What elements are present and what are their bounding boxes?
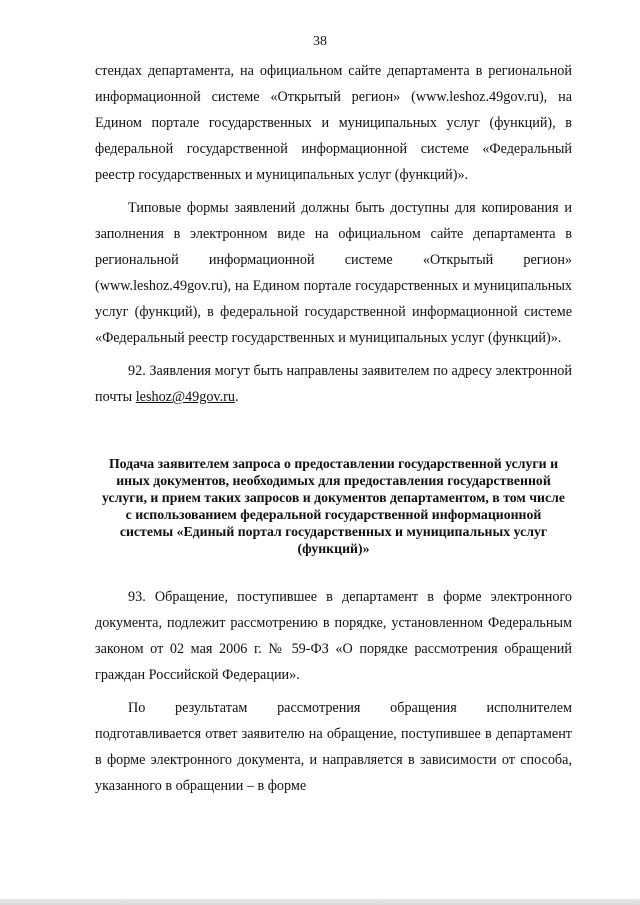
section-heading: Подача заявителем запроса о предоставлении государственной услуги и иных документов, необходимых для предоставления государственной услуги, и прием таких запросов и документов департаментом, в том числе с использованием федеральной государственной информационной системы «Единый портал государственных и муниципальных услуг (функций)» xyxy=(102,456,565,556)
document-body xyxy=(95,58,572,799)
paragraph-item-93: 93. Обращение, поступившее в департамент в форме электронного документа, подлежит рассмотрению в порядке, установленном Федеральным законом от 02 мая 2006 г. № 59-ФЗ «О порядке рассмотрения обращений граждан Российской Федерации». xyxy=(95,589,572,683)
item-92-end: . xyxy=(234,389,239,405)
email-link[interactable]: leshoz@49gov.ru xyxy=(135,389,235,405)
paragraph-item-92 xyxy=(95,358,572,410)
item-92-text: 92. Заявления могут быть направлены заявителем по адресу электронной почты xyxy=(95,363,572,405)
paragraph-typical-forms: Типовые формы заявлений должны быть доступны для копирования и заполнения в электронном виде на официальном сайте департамента в региональной информационной системе «Открытый регион» (www.leshoz.49gov.ru), на Едином портале государственных и муниципальных услуг (функций), в федеральной государственной информационной системе «Федеральный реестр государственных и муниципальных услуг (функций)». xyxy=(95,200,572,346)
paragraph-continuation: стендах департамента, на официальном сайте департамента в региональной информационной системе «Открытый регион» (www.leshoz.49gov.ru), на Едином портале государственных и муниципальных услуг (функций), в федеральной государственной информационной системе «Федеральный реестр государственных и муниципальных услуг (функций)». xyxy=(95,63,572,183)
page-bottom-edge xyxy=(0,899,640,905)
paragraph-response: По результатам рассмотрения обращения исполнителем подготавливается ответ заявителю на обращение, поступившее в департамент в форме электронного документа, и направляется в зависимости от способа, указанного в обращении – в форме xyxy=(95,700,572,794)
page-number: 38 xyxy=(313,34,327,49)
